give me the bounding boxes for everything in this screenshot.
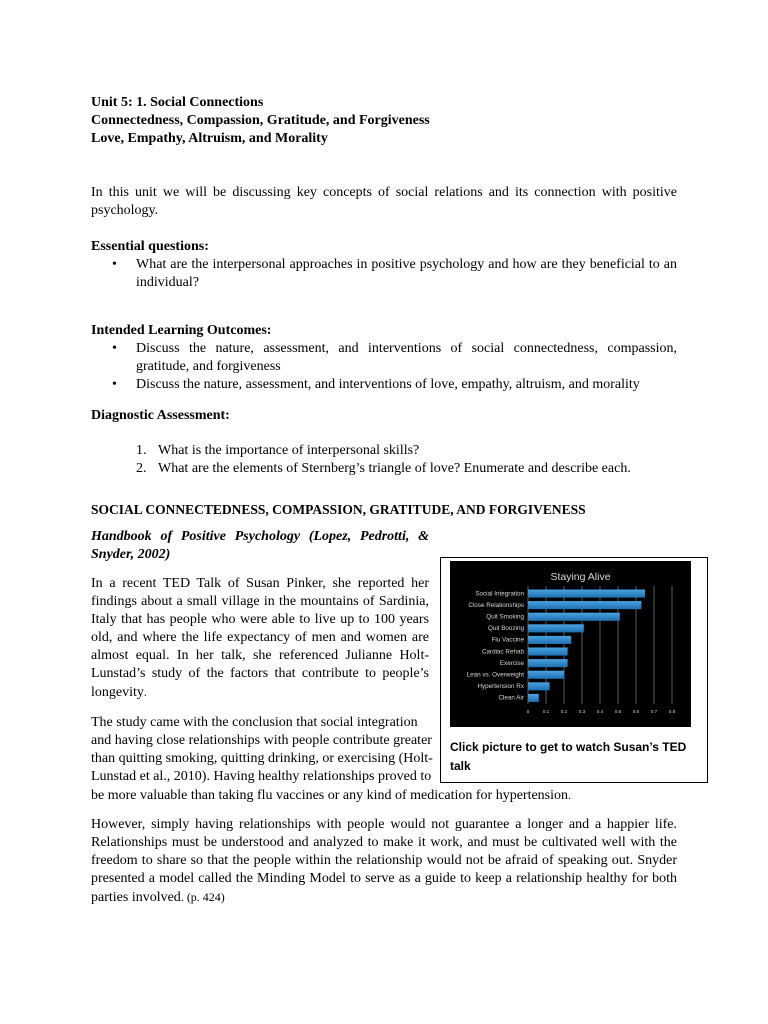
bullet-icon: • <box>112 257 117 272</box>
bar <box>528 613 620 621</box>
bar <box>528 624 584 632</box>
bar-chart[interactable] <box>450 561 691 727</box>
category-label: Clean Air <box>498 694 524 702</box>
category-label: Quit Boozing <box>487 625 524 633</box>
chart-title: Staying Alive <box>550 571 611 583</box>
list-item: • Discuss the nature, assessment, and interventions of love, empathy, altruism, and morality <box>112 377 640 392</box>
bar <box>528 671 564 679</box>
bar <box>528 601 641 609</box>
x-tick-label: 0.6 <box>632 709 640 714</box>
x-tick-label: 0 <box>526 709 530 714</box>
staying-alive-chart-image[interactable] <box>450 561 691 727</box>
unit-title: Unit 5: 1. Social Connections <box>91 95 264 110</box>
x-tick-label: 0.4 <box>596 709 604 714</box>
paragraph-1: In a recent TED Talk of Susan Pinker, she reported her findings about a small village in the mountains of Sardinia, Italy that has people who were able to live up to 100 years old, and where the life expectancy of men and women are almost equal. In her talk, she referenced Julianne Holt-Lunstad’s study of the factors that contribute to people’s longevity. <box>91 576 429 700</box>
category-label: Social Integration <box>475 590 524 598</box>
learning-outcomes-heading: Intended Learning Outcomes: <box>91 323 272 338</box>
x-tick-label: 0.1 <box>542 709 550 714</box>
category-label: Exercise <box>499 659 524 667</box>
list-item: • What are the interpersonal approaches in positive psychology and how are they beneficial to an individual? <box>112 257 677 290</box>
bar <box>528 694 539 702</box>
list-item: 2. What are the elements of Sternberg’s triangle of love? Enumerate and describe each. <box>136 461 631 476</box>
essential-questions-list <box>91 256 677 292</box>
x-tick-label: 0.5 <box>614 709 622 714</box>
bullet-icon: • <box>112 377 117 392</box>
section-heading: SOCIAL CONNECTEDNESS, COMPASSION, GRATITUDE, AND FORGIVENESS <box>91 502 586 517</box>
category-label: Hypertension Rx <box>477 683 524 691</box>
category-label: Quit Smoking <box>486 613 524 621</box>
learning-outcomes-list <box>91 340 677 394</box>
bullet-icon: • <box>112 341 117 356</box>
list-item: 1. What is the importance of interpersonal skills? <box>136 443 420 458</box>
bar <box>528 590 645 598</box>
source-citation: Handbook of Positive Psychology (Lopez, Pedrotti, & Snyder, 2002) <box>91 529 429 562</box>
bar <box>528 648 568 656</box>
unit-subtitle-1: Connectedness, Compassion, Gratitude, and Forgiveness <box>91 113 430 128</box>
intro-paragraph: In this unit we will be discussing key concepts of social relations and its connection with positive psychology. <box>91 185 677 218</box>
bar <box>528 682 550 690</box>
x-tick-label: 0.2 <box>560 709 568 714</box>
category-label: Flu Vaccine <box>491 636 524 644</box>
diagnostic-list <box>91 442 677 478</box>
category-label: Cardiac Rehab <box>481 648 524 656</box>
category-label: Close Relationships <box>468 601 524 609</box>
paragraph-2: The study came with the conclusion that social integration and having close relationships with people contribute greater than quitting smoking, quitting drinking, or exercising (Holt- Lunstad et al., 2010). Having healthy relationships proved to be more valuable than taking flu vaccines or any kind of medication for hypertension. <box>91 715 572 803</box>
diagnostic-heading: Diagnostic Assessment: <box>91 408 230 423</box>
list-item: • Discuss the nature, assessment, and interventions of social connectedness, compassion, gratitude, and forgiveness <box>112 341 677 374</box>
ted-talk-figure[interactable] <box>440 557 708 783</box>
category-label: Lean vs. Overweight <box>466 671 524 679</box>
x-tick-label: 0.8 <box>668 709 676 714</box>
bar <box>528 636 571 644</box>
unit-subtitle-2: Love, Empathy, Altruism, and Morality <box>91 131 328 146</box>
bar <box>528 659 568 667</box>
paragraph-3: However, simply having relationships with people would not guarantee a longer and a happier life. Relationships must be understood and analyzed to make it work, and must be cultivated well with the freedom to share so that the people within the relationship would not be afraid of speaking out. Snyder presented a model called the Minding Model to serve as a guide to keep a relationship healthy for both parties involved. (p. 424) <box>91 817 677 905</box>
essential-questions-heading: Essential questions: <box>91 239 209 254</box>
figure-caption-link[interactable]: Click picture to get to watch Susan’s TED talk <box>450 740 687 773</box>
x-tick-label: 0.7 <box>650 709 658 714</box>
x-tick-label: 0.3 <box>578 709 586 714</box>
document-page <box>91 94 677 907</box>
